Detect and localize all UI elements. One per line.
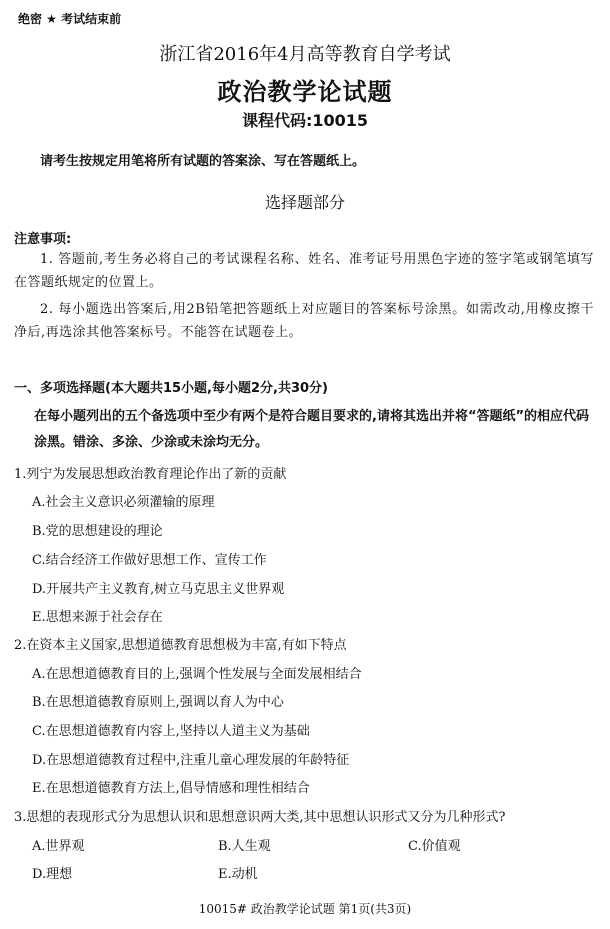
notes-title: 注意事项: (14, 232, 72, 247)
question-stem: 2.在资本主义国家,思想道德教育思想极为丰富,有如下特点 (14, 638, 347, 653)
answer-instruction: 请考生按规定用笔将所有试题的答案涂、写在答题纸上。 (40, 154, 366, 169)
question-option: D.在思想道德教育过程中,注重儿童心理发展的年龄特征 (32, 753, 350, 768)
question-option: B.在思想道德教育原则上,强调以育人为中心 (32, 695, 284, 710)
page-footer: 10015# 政治教学论试题 第1页(共3页) (198, 902, 412, 916)
question-option: C.结合经济工作做好思想工作、宣传工作 (32, 553, 267, 568)
course-code: 课程代码:10015 (241, 111, 369, 130)
question-stem: 1.列宁为发展思想政治教育理论作出了新的贡献 (14, 467, 287, 482)
part-description: 在每小题列出的五个备选项中至少有两个是符合题目要求的,请将其选出并将“答题纸”的相应代码涂黑。错涂、多涂、少涂或未涂均无分。 (34, 409, 590, 450)
question-option: C.价值观 (408, 839, 461, 854)
confidentiality-label: 绝密 ★ 考试结束前 (18, 12, 122, 26)
question-option: D.开展共产主义教育,树立马克思主义世界观 (32, 582, 285, 597)
question-option: A.在思想道德教育目的上,强调个性发展与全面发展相结合 (32, 667, 362, 682)
question-option: D.理想 (32, 867, 73, 882)
question-option: A.世界观 (32, 839, 85, 854)
question-option: E.思想来源于社会存在 (32, 610, 163, 625)
question-stem: 3.思想的表现形式分为思想认识和思想意识两大类,其中思想认识形式又分为几种形式? (14, 810, 506, 825)
question-option: E.在思想道德教育方法上,倡导情感和理性相结合 (32, 781, 310, 796)
section-heading: 选择题部分 (264, 193, 345, 212)
question-option: A.社会主义意识必须灌输的原理 (32, 495, 215, 510)
paper-title: 政治教学论试题 (217, 78, 393, 106)
question-option: E.动机 (218, 867, 258, 882)
exam-title: 浙江省2016年4月高等教育自学考试 (159, 44, 451, 65)
question-option: C.在思想道德教育内容上,坚持以人道主义为基础 (32, 724, 310, 739)
note-item: 2. 每小题选出答案后,用2B铅笔把答题纸上对应题目的答案标号涂黑。如需改动,用橡皮擦干净后,再选涂其他答案标号。不能答在试题卷上。 (14, 302, 594, 340)
question-option: B.党的思想建设的理论 (32, 524, 163, 539)
question-option: B.人生观 (218, 839, 271, 854)
note-item: 1. 答题前,考生务必将自己的考试课程名称、姓名、准考证号用黑色字迹的签字笔或钢笔填写在答题纸规定的位置上。 (14, 252, 594, 290)
part-title: 一、多项选择题(本大题共15小题,每小题2分,共30分) (14, 381, 328, 396)
